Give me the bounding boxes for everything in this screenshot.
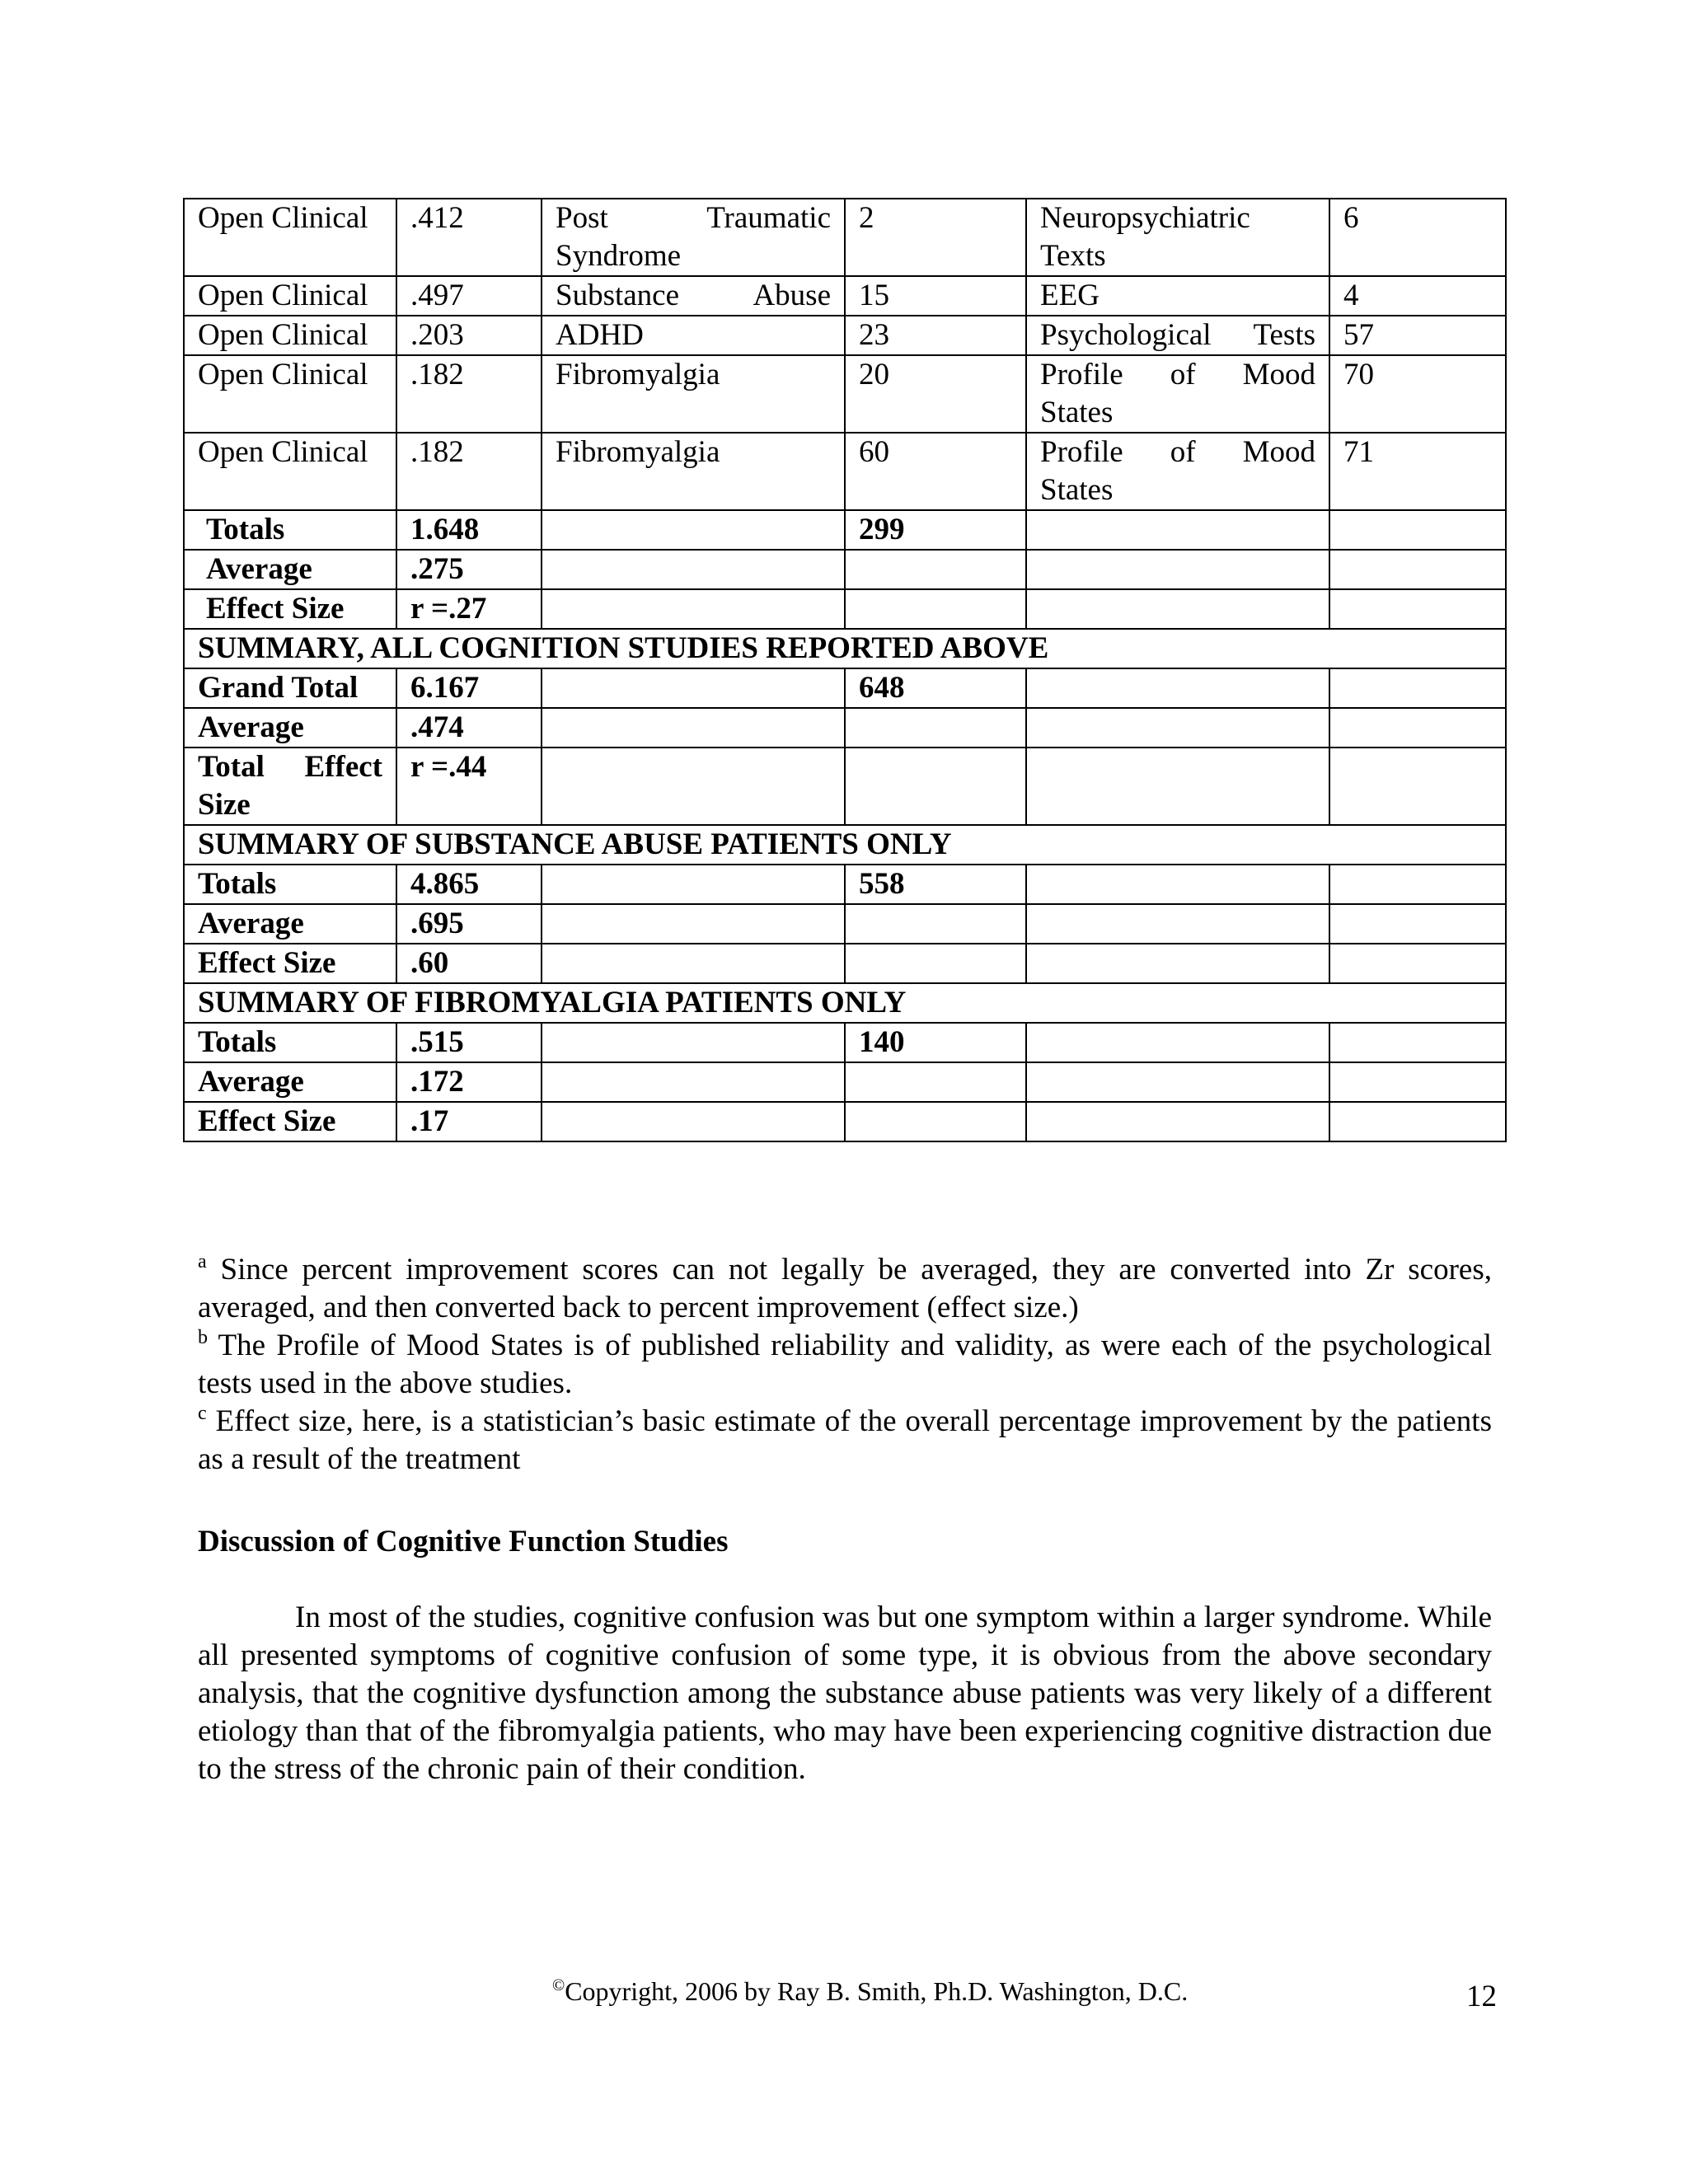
table-cell: Profile of Mood States [1026, 355, 1329, 433]
table-cell: Open Clinical [184, 276, 396, 316]
totals-label: Totals [184, 1023, 396, 1062]
average-value: .695 [396, 904, 542, 944]
footnote-c [198, 1403, 1492, 1479]
summary-fibro-section [184, 983, 1506, 1141]
table-cell: Open Clinical [184, 316, 396, 355]
footnote-b [198, 1327, 1492, 1403]
table-row [184, 433, 1506, 510]
footnote-text: Effect size, here, is a statistician’s basic estimate of the overall percentage improvement by the patients as a result of the treatment [198, 1404, 1492, 1476]
table-row [184, 199, 1506, 276]
totals-value: 1.648 [396, 510, 542, 550]
effect-value: r =.27 [396, 589, 542, 629]
average-row [184, 708, 1506, 748]
table-cell: 4 [1329, 276, 1506, 316]
effect-label: Effect Size [184, 589, 396, 629]
grand-total-value: 6.167 [396, 668, 542, 708]
table-cell: 23 [845, 316, 1026, 355]
discussion-heading: Discussion of Cognitive Function Studies [198, 1525, 729, 1558]
summary-substance-section [184, 825, 1506, 983]
effect-size-row [184, 589, 1506, 629]
summary-all-section [184, 629, 1506, 825]
table-cell: EEG [1026, 276, 1329, 316]
table-cell: .497 [396, 276, 542, 316]
table-cell: 6 [1329, 199, 1506, 276]
table-cell: Profile of Mood States [1026, 433, 1329, 510]
grand-total-row [184, 668, 1506, 708]
section1-summary [184, 510, 1506, 629]
average-value: .172 [396, 1062, 542, 1102]
summary-header-row [184, 825, 1506, 865]
table-row [184, 276, 1506, 316]
effect-size-row [184, 944, 1506, 983]
footnote-text: Since percent improvement scores can not legally be averaged, they are converted into Zr scores, averaged, and then converted back to percent improvement (effect size.) [198, 1253, 1492, 1324]
cognition-studies-table [183, 198, 1507, 1142]
totals-row [184, 1023, 1506, 1062]
table-cell: 15 [845, 276, 1026, 316]
totals-row [184, 865, 1506, 904]
table-row [184, 355, 1506, 433]
totals-value: 4.865 [396, 865, 542, 904]
table-cell: 20 [845, 355, 1026, 433]
summary-header-row [184, 983, 1506, 1023]
effect-value: .17 [396, 1102, 542, 1141]
average-label: Average [184, 550, 396, 589]
table-cell: .182 [396, 355, 542, 433]
grand-total-label: Grand Total [184, 668, 396, 708]
grand-total-n: 648 [845, 668, 1026, 708]
copyright-footer [552, 1975, 1294, 2008]
study-rows [184, 199, 1506, 510]
average-row [184, 550, 1506, 589]
totals-label: Totals [184, 865, 396, 904]
table-cell: Open Clinical [184, 199, 396, 276]
average-value: .275 [396, 550, 542, 589]
summary-all-header: SUMMARY, ALL COGNITION STUDIES REPORTED ABOVE [184, 629, 1506, 668]
footnote-a [198, 1251, 1492, 1327]
effect-label: Effect Size [184, 1102, 396, 1141]
copyright-icon: © [552, 1976, 565, 1994]
table-cell: 57 [1329, 316, 1506, 355]
table-cell: Post Traumatic Syndrome [542, 199, 845, 276]
table-cell: Neuropsychiatric Texts [1026, 199, 1329, 276]
table-cell: Substance Abuse [542, 276, 845, 316]
summary-header-row [184, 629, 1506, 668]
footnotes [198, 1251, 1492, 1479]
table-cell: .412 [396, 199, 542, 276]
footnote-mark: c [198, 1403, 207, 1424]
total-effect-size-row [184, 748, 1506, 825]
table-cell: .182 [396, 433, 542, 510]
totals-row [184, 510, 1506, 550]
discussion-paragraph: In most of the studies, cognitive confusion was but one symptom within a larger syndrome. While all presented symptoms of cognitive confusion of some type, it is obvious from the above secondary analysis, that the cognitive dysfunction among the substance abuse patients was very likely of a different etiology than that of the fibromyalgia patients, who may have been experiencing cognitive distraction due to the stress of the chronic pain of their condition. [198, 1601, 1492, 1786]
table-cell: Open Clinical [184, 433, 396, 510]
total-effect-value: r =.44 [396, 748, 542, 825]
table-cell: Fibromyalgia [542, 355, 845, 433]
average-label: Average [184, 708, 396, 748]
average-label: Average [184, 904, 396, 944]
total-effect-label: Total Effect Size [184, 748, 396, 825]
totals-value: .515 [396, 1023, 542, 1062]
footnote-mark: a [198, 1251, 207, 1272]
totals-n: 140 [845, 1023, 1026, 1062]
table-cell: 70 [1329, 355, 1506, 433]
table-cell: .203 [396, 316, 542, 355]
effect-value: .60 [396, 944, 542, 983]
effect-size-row [184, 1102, 1506, 1141]
table-cell: Psychological Tests [1026, 316, 1329, 355]
average-row [184, 904, 1506, 944]
table-cell: 60 [845, 433, 1026, 510]
footnote-mark: b [198, 1327, 208, 1348]
table-cell: 71 [1329, 433, 1506, 510]
average-value: .474 [396, 708, 542, 748]
footnote-text: The Profile of Mood States is of published reliability and validity, as were each of the psychological tests used in the above studies. [198, 1329, 1492, 1400]
table-row [184, 316, 1506, 355]
summary-substance-header: SUMMARY OF SUBSTANCE ABUSE PATIENTS ONLY [184, 825, 1506, 865]
page-number: 12 [1466, 1980, 1497, 2013]
summary-fibro-header: SUMMARY OF FIBROMYALGIA PATIENTS ONLY [184, 983, 1506, 1023]
average-label: Average [184, 1062, 396, 1102]
totals-n: 299 [845, 510, 1026, 550]
table-cell: ADHD [542, 316, 845, 355]
table-cell: Open Clinical [184, 355, 396, 433]
effect-label: Effect Size [184, 944, 396, 983]
table-cell: Fibromyalgia [542, 433, 845, 510]
totals-label: Totals [184, 510, 396, 550]
copyright-text: Copyright, 2006 by Ray B. Smith, Ph.D. Washington, D.C. [565, 1976, 1189, 2006]
average-row [184, 1062, 1506, 1102]
totals-n: 558 [845, 865, 1026, 904]
table-cell: 2 [845, 199, 1026, 276]
